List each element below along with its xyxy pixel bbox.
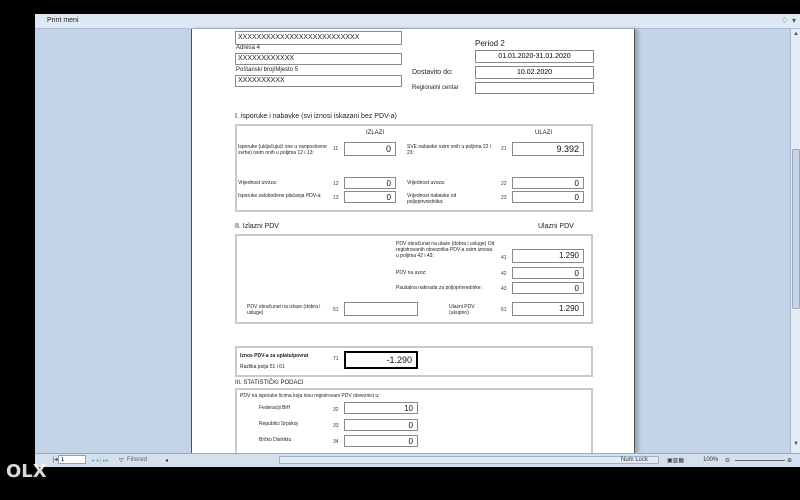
scroll-thumb[interactable] (792, 149, 800, 309)
top-black-bar (0, 0, 800, 14)
olx-watermark-logo (4, 447, 48, 491)
row32-num: 32 (333, 407, 339, 413)
section2-title-in: Ulazni PDV (538, 223, 574, 230)
field-22[interactable]: 0 (512, 177, 584, 189)
section2-title: II. Izlazni PDV (235, 223, 279, 230)
row42-num: 42 (501, 271, 507, 277)
postal-value: XXXXXXXXXX (238, 77, 285, 84)
row23-label: Vrijednost nabavke od poljoprivrednika: (407, 193, 457, 205)
field-32[interactable]: 10 (344, 402, 418, 414)
print-menu-label[interactable]: Print meni (47, 17, 79, 24)
row11-num: 11 (333, 146, 339, 152)
document-page (191, 29, 635, 453)
field-23[interactable]: 0 (512, 191, 584, 203)
ribbon-bar (35, 14, 800, 29)
col-out-label: IZLAZI (366, 130, 385, 136)
help-icon[interactable]: ♢ (780, 16, 788, 25)
regional-label: Regionalni centar (412, 85, 459, 91)
row51-label: PDV obračunat na izlaze (dobra i usluge) (247, 304, 321, 316)
ribbon-icons (777, 16, 796, 25)
field-12[interactable]: 0 (344, 177, 396, 189)
address-value: XXXXXXXXXXXX (238, 55, 295, 62)
row34-label: Brčko Distriktu (259, 437, 292, 443)
chevron-down-icon[interactable]: ▾ (791, 16, 796, 25)
row12-num: 12 (333, 181, 339, 187)
col-in-label: ULAZI (535, 130, 553, 136)
vertical-scrollbar[interactable] (790, 29, 800, 453)
row43-num: 43 (501, 286, 507, 292)
status-bar (35, 453, 800, 467)
sheet-page-input[interactable] (58, 455, 86, 464)
field-61[interactable]: 1.290 (512, 302, 584, 316)
section3-title: III. STATISTIČKI PODACI (235, 380, 304, 386)
period-field[interactable]: 01.01.2020-31.01.2020 (475, 50, 594, 63)
name-field[interactable] (235, 31, 402, 45)
field-21[interactable]: 9.392 (512, 142, 584, 156)
row61-label: Ulazni PDV (ukupno) (449, 304, 475, 316)
row12-label: Vrijednost izvoza: (238, 180, 277, 186)
olx-logo-text: OLX (6, 461, 47, 482)
row33-label: Republici Srpskoj (259, 421, 298, 427)
sheet-nav-icons[interactable]: ▸ ▸| ▸▸ (92, 458, 109, 464)
row11-label: Isporuke (uključujući one u vanposlovne svrhe) osim onih u poljima 12 i 13: (238, 144, 327, 156)
postal-field[interactable] (235, 75, 402, 87)
filter-icon[interactable]: ▽ (119, 458, 124, 464)
zoom-in-icon[interactable]: ⊕ (787, 458, 793, 464)
field-41[interactable]: 1.290 (512, 249, 584, 263)
row42-label: PDV na uvoz: (396, 270, 427, 276)
field-13[interactable]: 0 (344, 191, 396, 203)
scroll-up-icon[interactable]: ▲ (793, 31, 799, 37)
delivered-field[interactable]: 10.02.2020 (475, 66, 594, 79)
field-42[interactable]: 0 (512, 267, 584, 279)
field-33[interactable]: 0 (344, 419, 418, 431)
postal-label: Poštanski broj/Mjesto 5 (236, 67, 299, 73)
row21-label: SVE nabavke osim onih u poljima 22 i 23: (407, 144, 491, 156)
hscroll-left-icon[interactable]: ◂ (165, 458, 169, 464)
row21-num: 21 (501, 146, 507, 152)
name-value: XXXXXXXXXXXXXXXXXXXXXXXXXX (238, 34, 360, 41)
section3-subtitle: PDV na isporuke licima koja nisu registrovani PDV obveznici u: (240, 393, 380, 399)
row34-num: 34 (333, 439, 339, 445)
field-43[interactable]: 0 (512, 282, 584, 294)
field-34[interactable]: 0 (344, 435, 418, 447)
zoom-out-icon[interactable]: ⊖ (725, 458, 731, 464)
row13-num: 13 (333, 195, 339, 201)
delivered-label: Dostavito do: (412, 69, 453, 76)
payment-sublabel: Razlika polja 51 i 61 (240, 364, 285, 370)
row23-num: 23 (501, 195, 507, 201)
numlock-indicator: Num Lock (621, 457, 649, 463)
field-11[interactable]: 0 (344, 142, 396, 156)
field-71[interactable]: -1.290 (344, 351, 418, 369)
zoom-slider[interactable] (735, 460, 785, 461)
row51-num: 51 (333, 307, 339, 313)
address-field[interactable] (235, 53, 402, 65)
regional-field[interactable] (475, 82, 594, 94)
payment-label: Iznos PDV-a za uplatu/povrat (240, 353, 309, 359)
row13-label: Isporuke oslobođene plaćanja PDV-a: (238, 193, 322, 199)
row22-num: 22 (501, 181, 507, 187)
scroll-down-icon[interactable]: ▼ (793, 441, 799, 447)
row43-label: Paušalna naknada za poljoprivrednike: (396, 285, 482, 291)
zoom-level[interactable]: 100% (703, 457, 719, 463)
section1-title: I. isporuke i nabavke (svi iznosi iskazani bez PDV-a) (235, 113, 397, 120)
row71-num: 71 (333, 356, 339, 362)
row41-num: 41 (501, 255, 507, 261)
address-label: Adresa 4 (236, 45, 261, 51)
row22-label: Vrijednost uvoza: (407, 180, 446, 186)
horizontal-scrollbar[interactable] (279, 456, 659, 464)
sheet-nav-first-icon[interactable]: |◂ (53, 457, 58, 463)
row33-num: 33 (333, 423, 339, 429)
view-layout-icons[interactable]: ▣▥▦ (667, 458, 685, 464)
row41-label: PDV obračunat na ulaze (dobra i usluge) Od registrovanih obveznika PDV-a osim iznosa u poljima 42 i 43: (396, 241, 495, 259)
field-51[interactable] (344, 302, 418, 316)
row61-num: 61 (501, 307, 507, 313)
period-label: Period 2 (475, 39, 505, 48)
filtered-label: Filtered (127, 457, 148, 463)
row32-label: Federaciji BiH (259, 405, 291, 411)
